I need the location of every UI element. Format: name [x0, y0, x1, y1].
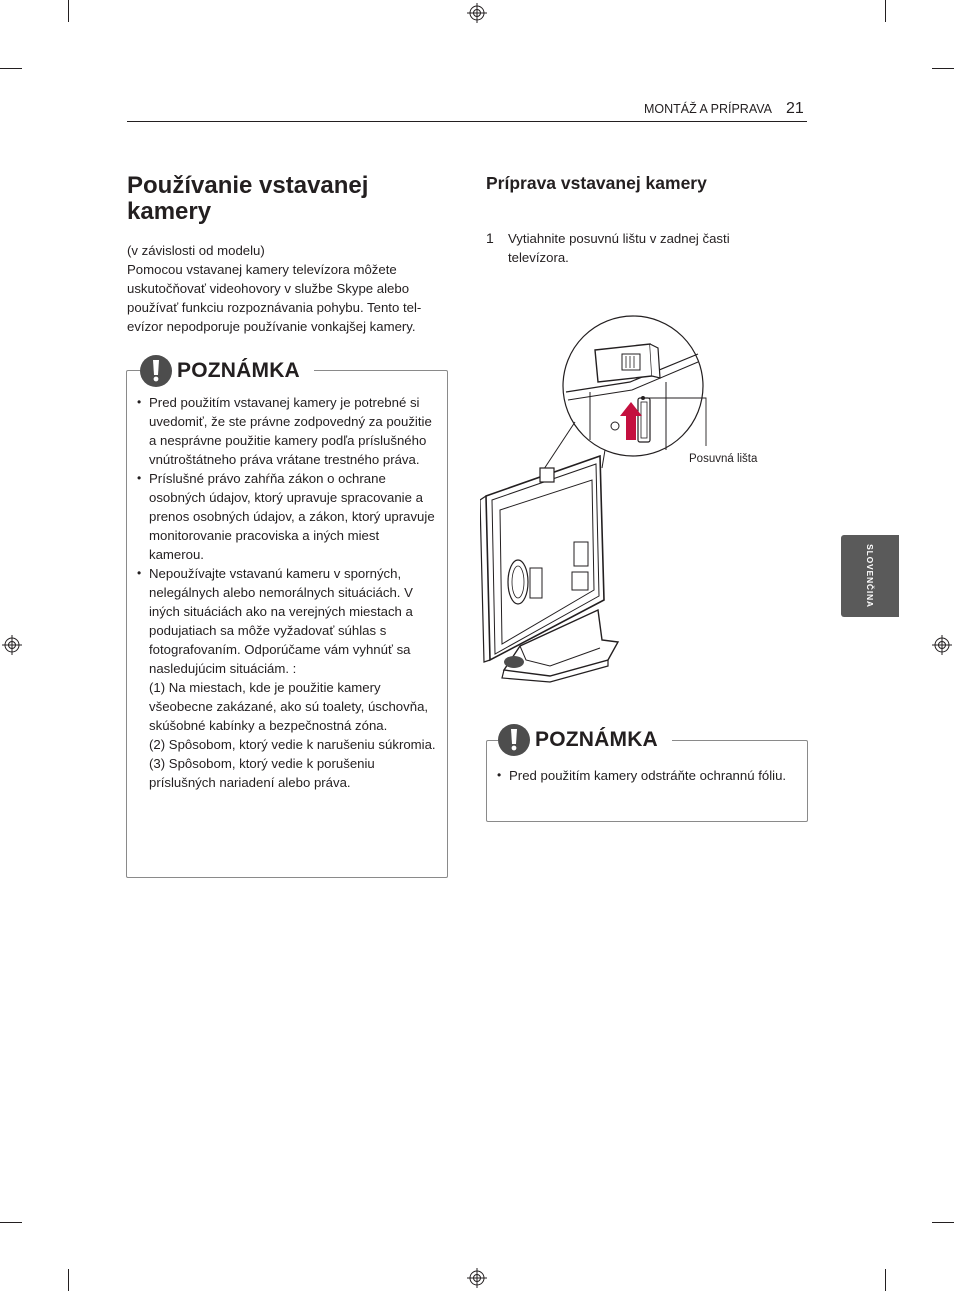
- list-item: [131, 564, 437, 792]
- note-content: [131, 393, 437, 792]
- language-tab: [841, 535, 899, 617]
- note-list: [131, 393, 437, 792]
- note-box-left: [126, 370, 448, 878]
- registration-mark: [467, 3, 487, 23]
- page-title-line: kamery: [127, 198, 212, 225]
- section-subtitle: Príprava vstavanej kamery: [486, 173, 707, 193]
- registration-mark: [2, 635, 22, 655]
- exclamation-icon: [140, 355, 172, 387]
- step-text: Vytiahnite posuvnú lištu v zadnej časti televízora.: [508, 231, 730, 265]
- note-label: POZNÁMKA: [535, 728, 658, 751]
- tv-camera-illustration: [480, 310, 780, 690]
- note-label: POZNÁMKA: [177, 359, 300, 382]
- list-item: • Príslušné právo zahŕňa zákon o ochrane osobných údajov, ktorý upravuje spracovanie a prenos osobných údajov, a zákon, ktorý upravuje monitorovanie pracoviska a iných miest kamerou.: [131, 469, 437, 564]
- crop-mark: [68, 1269, 69, 1291]
- intro-paragraph: (v závislosti od modelu): [127, 243, 265, 258]
- crop-mark: [932, 68, 954, 69]
- crop-mark: [0, 68, 22, 69]
- crop-mark: [0, 1222, 22, 1223]
- sub-item: (1) Na miestach, kde je použitie kamery všeobecne zakázané, ako sú toalety, úschovňa, skúšobné kabínky a bezpečnostná zóna.: [149, 680, 429, 733]
- running-header-section: MONTÁŽ A PRÍPRAVA: [643, 102, 772, 116]
- crop-mark: [885, 1269, 886, 1291]
- header-rule: [127, 121, 807, 122]
- registration-mark: [932, 635, 952, 655]
- sub-item: (3) Spôsobom, ktorý vedie k porušeniu príslušných nariadení alebo práva.: [149, 756, 375, 790]
- registration-mark: [467, 1268, 487, 1288]
- list-item: • Pred použitím kamery odstráňte ochrannú fóliu.: [491, 764, 797, 787]
- note-list: [491, 764, 797, 787]
- page-number: 21: [786, 100, 804, 117]
- list-item-text: Nepoužívajte vstavanú kameru v sporných, nelegálnych alebo nemorálnych situáciách. V iných situáciách ako na verejných miestach a podujatiach sa môže vyžadovať súhlas s fotografovaním. Odporúčame vám vyhnúť sa nasledujúcim situáciám. :: [149, 566, 413, 676]
- exclamation-icon: [498, 724, 530, 756]
- sub-item: (2) Spôsobom, ktorý vedie k narušeniu súkromia.: [149, 737, 436, 752]
- note-content: [491, 764, 797, 787]
- slide-bar-label: Posuvná lišta: [689, 453, 758, 465]
- list-item: • Pred použitím vstavanej kamery je potrebné si uvedomiť, že ste právne zodpovedný za použitie a nesprávne použitie kamery podľa príslušného vnútroštátneho práva vrátane trestného práva.: [131, 393, 437, 469]
- intro-paragraph: Pomocou vstavanej kamery televízora môžete uskutočňovať videohovory v službe Skype alebo používať funkciu rozpoznávania pohybu. Tento tel-evízor nepodporuje používanie vonkajšej kamery.: [127, 262, 422, 334]
- page-title: [127, 173, 447, 225]
- page-title-line: Používanie vstavanej: [127, 172, 369, 199]
- crop-mark: [885, 0, 886, 22]
- intro-text: [127, 241, 449, 336]
- crop-mark: [932, 1222, 954, 1223]
- step-number: 1: [486, 230, 494, 246]
- note-header-left: [140, 355, 314, 387]
- note-header-right: [498, 724, 672, 756]
- crop-mark: [68, 0, 69, 22]
- language-tab-label: SLOVENČINA: [865, 544, 875, 608]
